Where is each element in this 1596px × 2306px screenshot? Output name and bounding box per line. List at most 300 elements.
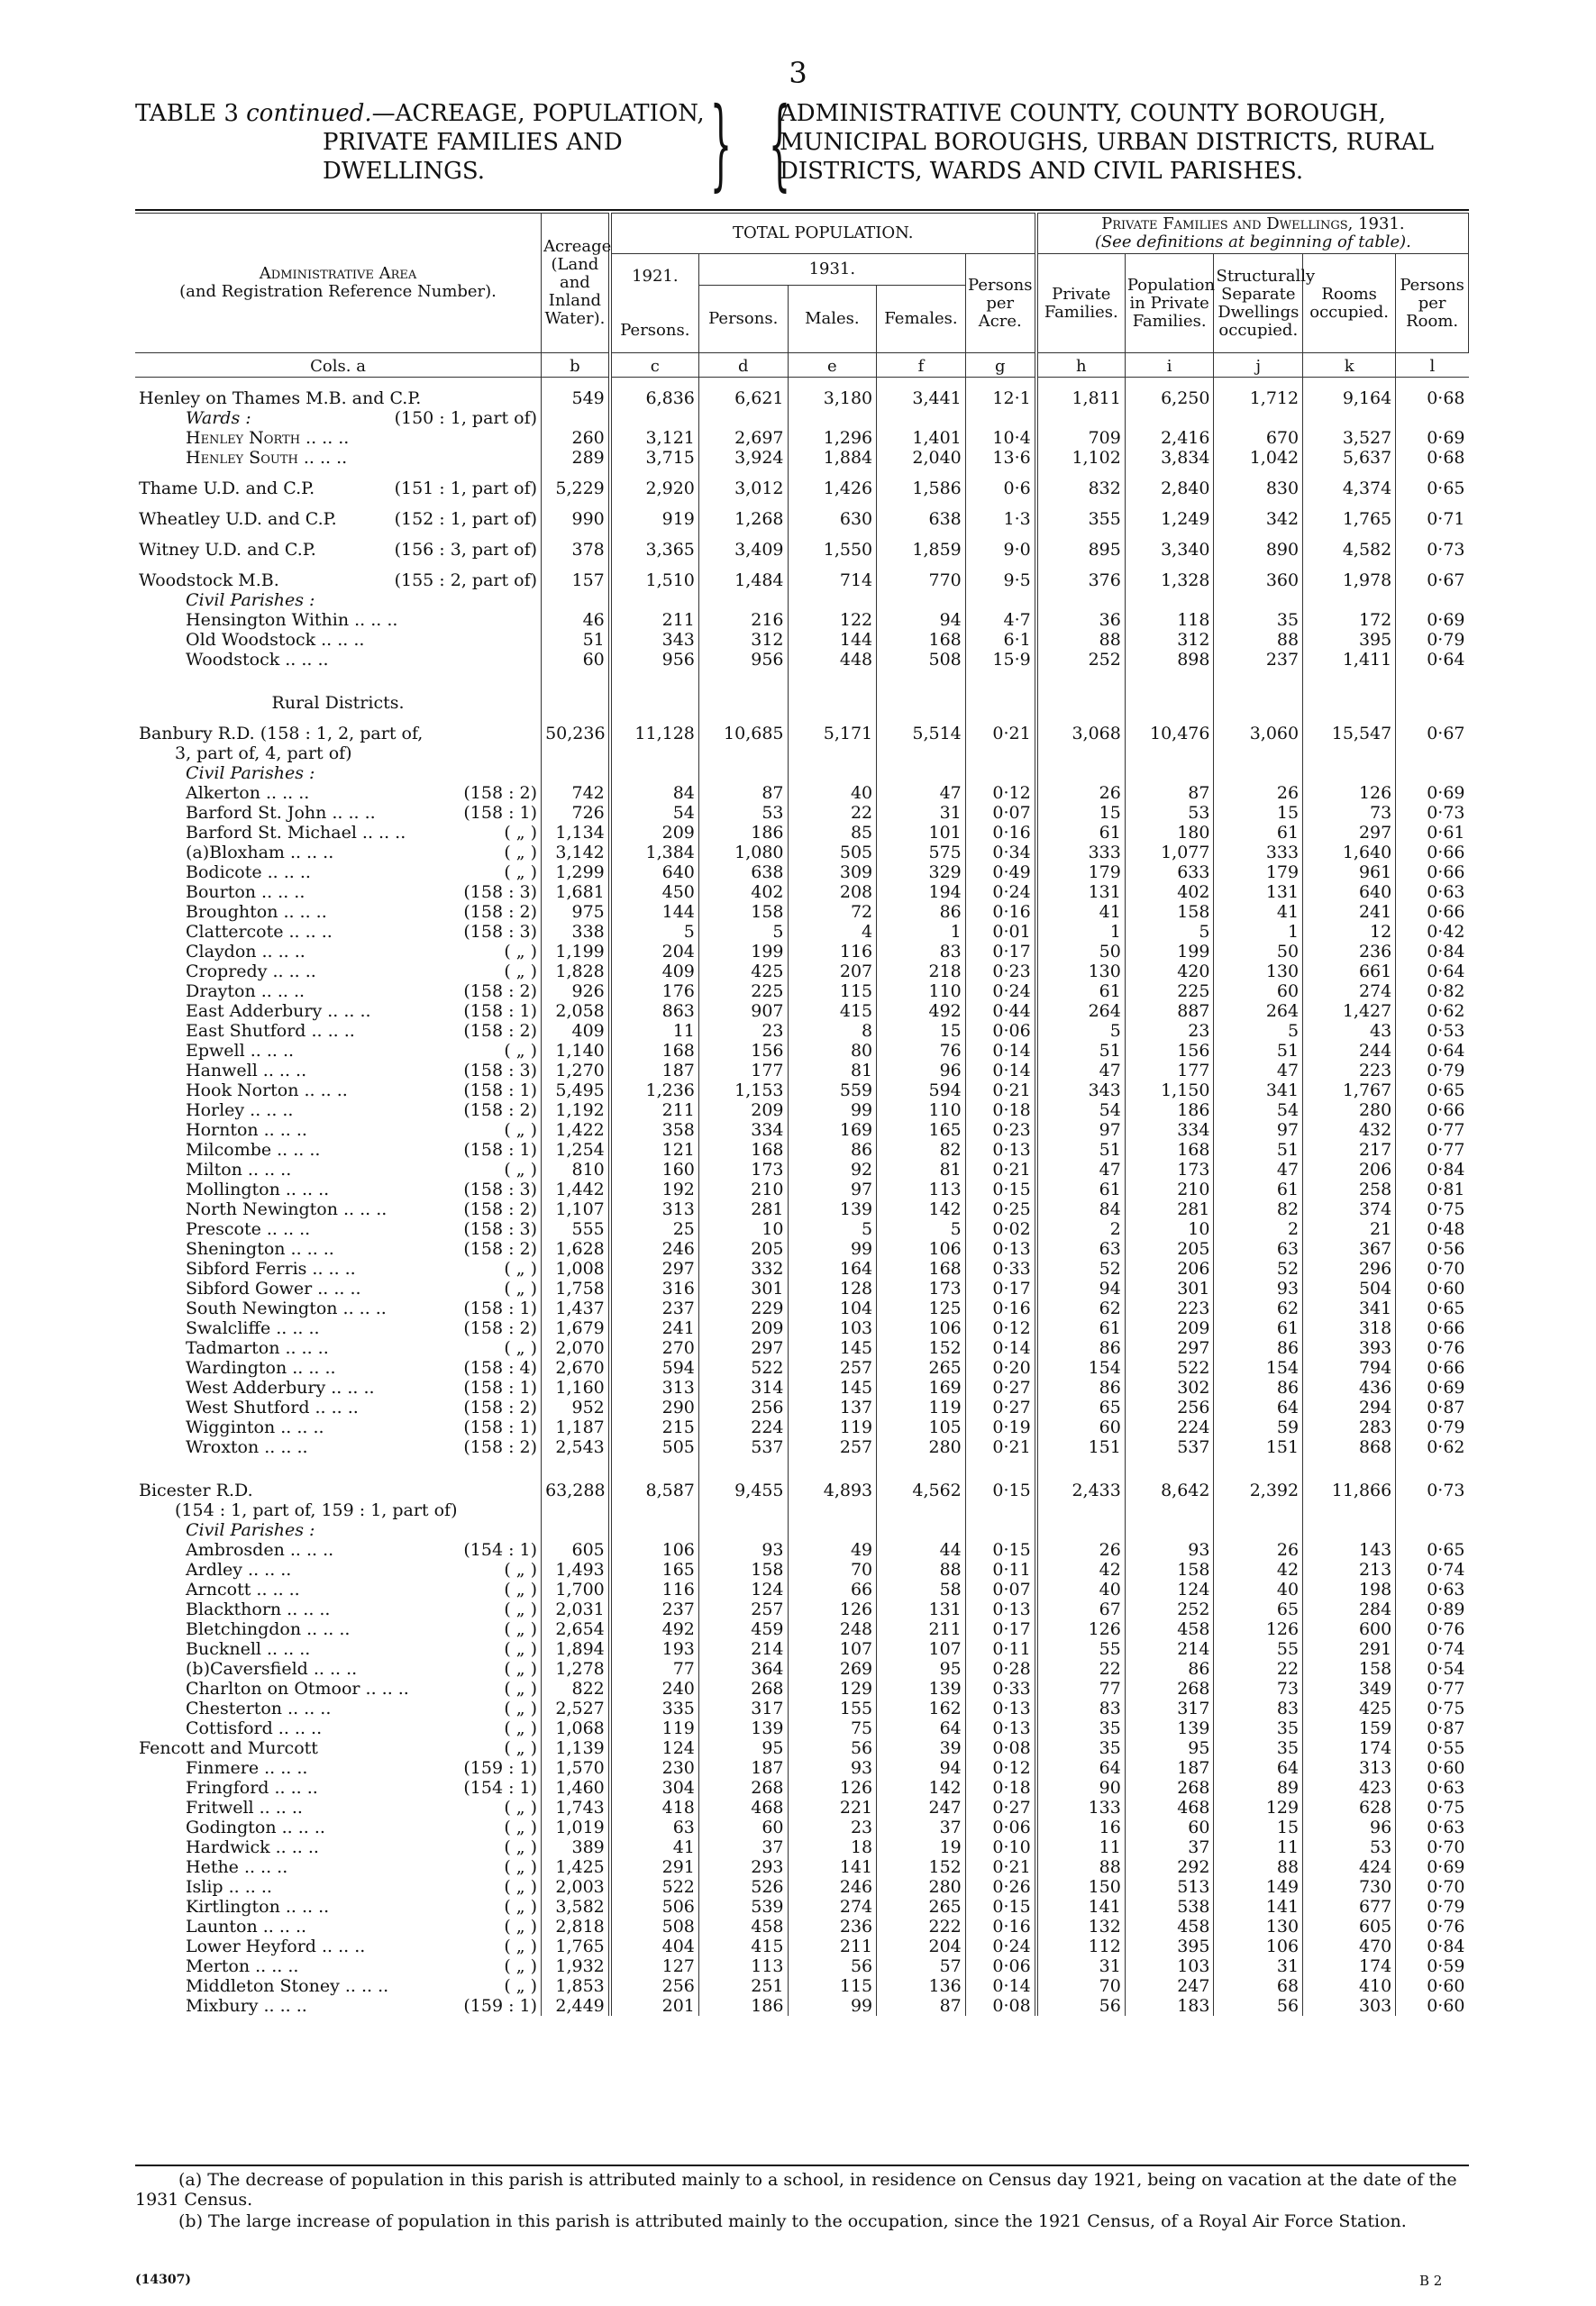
header-area-title: Administrative Area [259, 264, 417, 283]
leader-dots: .. .. .. [361, 823, 406, 843]
leader-dots: .. .. .. [262, 1917, 307, 1937]
value-cell: 126 [788, 1778, 877, 1798]
value-cell: 389 [542, 1837, 610, 1857]
leader-dots: .. .. .. [250, 1041, 295, 1061]
value-cell: 76 [877, 1041, 966, 1061]
area-cell [135, 1457, 542, 1470]
value-cell: 63 [610, 1818, 699, 1837]
value-cell: 169 [788, 1120, 877, 1140]
value-cell: 1,828 [542, 962, 610, 981]
area-name: Swalcliffe [186, 1318, 271, 1338]
value-cell: 0·08 [965, 1996, 1035, 2016]
table-row [135, 1457, 1469, 1470]
area-name: Old Woodstock [186, 630, 316, 650]
value-cell: 31 [1036, 1956, 1126, 1976]
area-cell [135, 783, 542, 803]
value-cell: 106 [877, 1318, 966, 1338]
value-cell: 313 [1303, 1758, 1396, 1778]
value-cell: 86 [1214, 1338, 1303, 1358]
value-cell: 86 [1036, 1338, 1126, 1358]
value-cell [1396, 743, 1469, 763]
value-cell [1036, 1520, 1126, 1540]
value-cell: 0·14 [965, 1338, 1035, 1358]
value-cell: 0·13 [965, 1140, 1035, 1160]
value-cell: 103 [1125, 1956, 1214, 1976]
value-cell: 10,685 [698, 713, 788, 743]
value-cell: 124 [610, 1738, 699, 1758]
value-cell: 1,422 [542, 1120, 610, 1140]
area-cell [135, 1318, 542, 1338]
value-cell: 177 [698, 1061, 788, 1080]
value-cell [698, 1500, 788, 1520]
reference-number: (151 : 1, part of) [394, 479, 538, 498]
value-cell: 3,834 [1125, 448, 1214, 468]
leader-dots: .. .. .. [281, 1818, 325, 1837]
value-cell [1036, 682, 1126, 713]
value-cell [965, 408, 1035, 428]
value-cell: 0·89 [1396, 1600, 1469, 1619]
area-name: Merton [186, 1956, 251, 1976]
value-cell: 40 [1036, 1580, 1126, 1600]
area-name: Wroxton [186, 1437, 260, 1457]
area-cell [135, 1199, 542, 1219]
footnote-a: (a) The decrease of population in this parish is attributed mainly to a school, in residence on Census day 1921, being on vacation at the date of the 1931 Census. [135, 2170, 1457, 2210]
leader-dots: .. .. .. [262, 1061, 307, 1080]
value-cell: 268 [698, 1778, 788, 1798]
area-name: East Adderbury [186, 1001, 323, 1021]
value-cell: 1,187 [542, 1417, 610, 1437]
value-cell: 88 [877, 1560, 966, 1580]
value-cell: 0·60 [1396, 1758, 1469, 1778]
area-name: Bourton [186, 882, 257, 902]
value-cell: 0·01 [965, 922, 1035, 942]
area-name: Rural Districts. [271, 693, 405, 713]
table-row [135, 1619, 1469, 1639]
value-cell [1303, 1520, 1396, 1540]
value-cell: 47 [1036, 1160, 1126, 1180]
value-cell: 0·48 [1396, 1219, 1469, 1239]
value-cell: 0·74 [1396, 1560, 1469, 1580]
value-cell [965, 670, 1035, 682]
value-cell: 0·69 [1396, 428, 1469, 448]
value-cell: 5 [698, 922, 788, 942]
area-cell [135, 1279, 542, 1299]
value-cell: 0·84 [1396, 1160, 1469, 1180]
value-cell: 92 [788, 1160, 877, 1180]
area-name: Sibford Ferris [186, 1259, 307, 1279]
value-cell: 3,340 [1125, 529, 1214, 560]
area-name: Finmere [186, 1758, 260, 1778]
area-name: Civil Parishes : [186, 1520, 315, 1540]
value-cell: 0·69 [1396, 783, 1469, 803]
value-cell: 47 [1214, 1160, 1303, 1180]
value-cell: 364 [698, 1659, 788, 1679]
value-cell [965, 743, 1035, 763]
value-cell: 213 [1303, 1560, 1396, 1580]
value-cell [698, 743, 788, 763]
value-cell: 297 [1303, 823, 1396, 843]
value-cell [698, 1520, 788, 1540]
right-brace-icon: } [709, 86, 733, 201]
value-cell: 1,679 [542, 1318, 610, 1338]
value-cell [610, 590, 699, 610]
value-cell: 341 [1303, 1299, 1396, 1318]
value-cell: 94 [877, 1758, 966, 1778]
value-cell: 15 [1036, 803, 1126, 823]
value-cell [610, 743, 699, 763]
area-name: Milcombe [186, 1140, 272, 1160]
value-cell: 207 [788, 962, 877, 981]
value-cell: 145 [788, 1338, 877, 1358]
value-cell: 2,840 [1125, 468, 1214, 498]
reference-number: (158 : 3) [463, 922, 538, 942]
area-cell [135, 1976, 542, 1996]
value-cell: 522 [698, 1358, 788, 1378]
value-cell: 956 [610, 650, 699, 670]
value-cell: 104 [788, 1299, 877, 1318]
value-cell [542, 1500, 610, 1520]
value-cell: 132 [1036, 1917, 1126, 1937]
table-row [135, 1180, 1469, 1199]
value-cell: 1,134 [542, 823, 610, 843]
value-cell: 0·16 [965, 823, 1035, 843]
area-cell [135, 922, 542, 942]
value-cell: 726 [542, 803, 610, 823]
value-cell: 5 [1036, 1021, 1126, 1041]
value-cell [1036, 743, 1126, 763]
value-cell [788, 1500, 877, 1520]
area-name: (a)Bloxham [186, 843, 285, 862]
value-cell: 0·14 [965, 1976, 1035, 1996]
value-cell: 209 [698, 1318, 788, 1338]
area-name: Ambrosden [186, 1540, 285, 1560]
leader-dots: .. .. .. [315, 1398, 359, 1417]
header-1921-year: 1921. [632, 266, 679, 286]
value-cell: 0·73 [1396, 529, 1469, 560]
table-row [135, 1358, 1469, 1378]
value-cell: 1,765 [542, 1937, 610, 1956]
value-cell: 87 [877, 1996, 966, 2016]
value-cell: 55 [1214, 1639, 1303, 1659]
value-cell [1303, 408, 1396, 428]
reference-number: (158 : 4) [463, 1358, 538, 1378]
value-cell: 84 [610, 783, 699, 803]
value-cell: 63,288 [542, 1470, 610, 1500]
area-name: Hanwell [186, 1061, 258, 1080]
value-cell: 145 [788, 1378, 877, 1398]
value-cell: 952 [542, 1398, 610, 1417]
table-row [135, 763, 1469, 783]
value-cell: 280 [877, 1877, 966, 1897]
value-cell [788, 1457, 877, 1470]
table-row [135, 1279, 1469, 1299]
value-cell: 2,003 [542, 1877, 610, 1897]
value-cell: 309 [788, 862, 877, 882]
area-cell [135, 1080, 542, 1100]
value-cell: 294 [1303, 1398, 1396, 1417]
value-cell: 9,164 [1303, 378, 1396, 409]
value-cell: 83 [877, 942, 966, 962]
value-cell [1214, 670, 1303, 682]
area-name: Hornton [186, 1120, 259, 1140]
leader-dots: .. .. .. [261, 942, 306, 962]
value-cell [1303, 1457, 1396, 1470]
value-cell: 0·73 [1396, 1470, 1469, 1500]
value-cell: 0·21 [965, 1160, 1035, 1180]
value-cell: 9·0 [965, 529, 1035, 560]
reference-number: ( „ ) [504, 1738, 538, 1758]
value-cell: 90 [1036, 1778, 1126, 1798]
signature-mark: B 2 [1419, 2273, 1443, 2289]
value-cell: 52 [1214, 1259, 1303, 1279]
value-cell [877, 408, 966, 428]
value-cell: 0·75 [1396, 1199, 1469, 1219]
area-cell [135, 498, 542, 529]
value-cell: 508 [877, 650, 966, 670]
leader-dots: .. .. .. [277, 1140, 321, 1160]
value-cell: 0·6 [965, 468, 1035, 498]
value-cell: 1 [1214, 922, 1303, 942]
leader-dots: .. .. .. [259, 1798, 303, 1818]
table-row [135, 448, 1469, 468]
value-cell: 149 [1214, 1877, 1303, 1897]
value-cell: 157 [542, 560, 610, 590]
reference-number: (158 : 1) [463, 1378, 538, 1398]
value-cell [1214, 408, 1303, 428]
value-cell: 0·66 [1396, 902, 1469, 922]
value-cell: 144 [788, 630, 877, 650]
table-row [135, 1580, 1469, 1600]
value-cell: 26 [1214, 1540, 1303, 1560]
value-cell: 115 [788, 1976, 877, 1996]
value-cell: 832 [1036, 468, 1126, 498]
area-cell [135, 1358, 542, 1378]
area-cell [135, 902, 542, 922]
area-name: West Shutford [186, 1398, 310, 1417]
value-cell: 1,743 [542, 1798, 610, 1818]
value-cell: 54 [1214, 1100, 1303, 1120]
value-cell: 448 [788, 650, 877, 670]
area-cell [135, 428, 542, 448]
value-cell: 0·24 [965, 981, 1035, 1001]
value-cell [542, 670, 610, 682]
header-1931-females: Females. [876, 286, 965, 352]
value-cell: 432 [1303, 1120, 1396, 1140]
value-cell: 13·6 [965, 448, 1035, 468]
table-row [135, 1061, 1469, 1080]
value-cell: 450 [610, 882, 699, 902]
value-cell: 5,229 [542, 468, 610, 498]
value-cell: 0·77 [1396, 1120, 1469, 1140]
area-name: Bicester R.D. [139, 1481, 253, 1500]
value-cell: 221 [788, 1798, 877, 1818]
value-cell: 35 [1214, 1718, 1303, 1738]
value-cell: 1,019 [542, 1818, 610, 1837]
reference-number: (158 : 3) [463, 1061, 538, 1080]
value-cell: 256 [1125, 1398, 1214, 1417]
value-cell: 2,416 [1125, 428, 1214, 448]
value-cell: 41 [1214, 902, 1303, 922]
value-cell: 9·5 [965, 560, 1035, 590]
value-cell: 0·53 [1396, 1021, 1469, 1041]
value-cell: 11 [610, 1021, 699, 1041]
value-cell: 151 [1036, 1437, 1126, 1457]
leader-dots: .. .. .. [288, 922, 333, 942]
column-letter: h [1036, 353, 1126, 378]
table-row [135, 1956, 1469, 1976]
value-cell: 160 [610, 1160, 699, 1180]
value-cell [542, 682, 610, 713]
value-cell: 96 [877, 1061, 966, 1080]
value-cell: 341 [1214, 1080, 1303, 1100]
value-cell [877, 682, 966, 713]
value-cell [542, 743, 610, 763]
value-cell: 0·19 [965, 1417, 1035, 1437]
footnote-b: (b) The large increase of population in this parish is attributed mainly to the occupation, since the 1921 Census, of a Royal Air Force Station. [178, 2211, 1407, 2231]
value-cell: 158 [1125, 1560, 1214, 1580]
table-row [135, 1080, 1469, 1100]
table-row [135, 1299, 1469, 1318]
area-cell [135, 650, 542, 670]
value-cell: 209 [1125, 1318, 1214, 1338]
value-cell: 88 [1214, 1857, 1303, 1877]
value-cell: 0·13 [965, 1239, 1035, 1259]
area-cell [135, 942, 542, 962]
value-cell: 8 [788, 1021, 877, 1041]
value-cell: 0·07 [965, 1580, 1035, 1600]
value-cell: 1,270 [542, 1061, 610, 1080]
table-row [135, 1976, 1469, 1996]
value-cell: 2,670 [542, 1358, 610, 1378]
value-cell: 22 [788, 803, 877, 823]
value-cell: 116 [788, 942, 877, 962]
value-cell: 211 [610, 1100, 699, 1120]
value-cell: 0·25 [965, 1199, 1035, 1219]
value-cell: 124 [698, 1580, 788, 1600]
area-name: North Newington [186, 1199, 338, 1219]
table-row [135, 1758, 1469, 1778]
value-cell: 402 [1125, 882, 1214, 902]
column-letter: e [788, 353, 877, 378]
value-cell: 5,171 [788, 713, 877, 743]
area-name: Wardington [186, 1358, 287, 1378]
value-cell: 65 [1214, 1600, 1303, 1619]
area-cell [135, 1001, 542, 1021]
value-cell: 505 [788, 843, 877, 862]
value-cell [1125, 1520, 1214, 1540]
reference-number: (159 : 1) [463, 1758, 538, 1778]
area-cell [135, 1778, 542, 1798]
value-cell [1214, 1457, 1303, 1470]
area-cell [135, 1560, 542, 1580]
area-name: Cottisford [186, 1718, 273, 1738]
value-cell: 268 [1125, 1679, 1214, 1699]
value-cell: 16 [1036, 1818, 1126, 1837]
value-cell: 374 [1303, 1199, 1396, 1219]
value-cell: 81 [877, 1160, 966, 1180]
header-total-population: TOTAL POPULATION. [610, 214, 1036, 254]
value-cell: 280 [877, 1437, 966, 1457]
value-cell: 264 [1036, 1001, 1126, 1021]
value-cell: 304 [610, 1778, 699, 1798]
value-cell: 3,365 [610, 529, 699, 560]
value-cell: 0·34 [965, 843, 1035, 862]
value-cell: 217 [1303, 1140, 1396, 1160]
value-cell: 154 [1214, 1358, 1303, 1378]
value-cell: 281 [698, 1199, 788, 1219]
value-cell: 173 [877, 1279, 966, 1299]
value-cell: 95 [698, 1738, 788, 1758]
value-cell: 183 [1125, 1996, 1214, 2016]
value-cell: 367 [1303, 1239, 1396, 1259]
value-cell: 0·55 [1396, 1738, 1469, 1758]
area-name: Mixbury [186, 1996, 259, 2016]
area-name: Lower Heyford [186, 1937, 316, 1956]
value-cell: 334 [698, 1120, 788, 1140]
value-cell: 0·62 [1396, 1001, 1469, 1021]
value-cell: 415 [698, 1937, 788, 1956]
value-cell: 0·68 [1396, 378, 1469, 409]
leader-dots: .. .. .. [228, 1877, 272, 1897]
value-cell: 112 [1036, 1937, 1126, 1956]
reference-number: ( „ ) [504, 942, 538, 962]
value-cell: 402 [698, 882, 788, 902]
value-cell [1125, 743, 1214, 763]
value-cell: 56 [1214, 1996, 1303, 2016]
value-cell: 40 [1214, 1580, 1303, 1600]
value-cell: 55 [1036, 1639, 1126, 1659]
leader-dots: .. .. .. [255, 1956, 299, 1976]
value-cell: 11,128 [610, 713, 699, 743]
reference-number: (158 : 2) [463, 1239, 538, 1259]
value-cell: 1,510 [610, 560, 699, 590]
value-cell: 1,425 [542, 1857, 610, 1877]
value-cell: 3,012 [698, 468, 788, 498]
leader-dots: .. .. .. [292, 1358, 336, 1378]
value-cell: 1,160 [542, 1378, 610, 1398]
value-cell: 0·13 [965, 1600, 1035, 1619]
value-cell [1214, 763, 1303, 783]
value-cell: 168 [877, 630, 966, 650]
value-cell: 63 [1036, 1239, 1126, 1259]
reference-number: ( „ ) [504, 862, 538, 882]
leader-dots: .. .. .. [304, 1080, 348, 1100]
area-cell [135, 1219, 542, 1239]
value-cell: 0·06 [965, 1956, 1035, 1976]
value-cell: 89 [1214, 1778, 1303, 1798]
leader-dots: .. .. .. [289, 843, 334, 862]
value-cell [698, 1457, 788, 1470]
value-cell: 152 [877, 1857, 966, 1877]
table-row [135, 981, 1469, 1001]
table-row [135, 1857, 1469, 1877]
reference-number: ( „ ) [504, 1279, 538, 1299]
value-cell: 504 [1303, 1279, 1396, 1299]
value-cell: 0·12 [965, 1318, 1035, 1338]
value-cell: 0·33 [965, 1259, 1035, 1279]
value-cell: 41 [610, 1837, 699, 1857]
value-cell: 51 [542, 630, 610, 650]
value-cell: 66 [788, 1580, 877, 1600]
area-name: Wigginton [186, 1417, 276, 1437]
table-row [135, 1100, 1469, 1120]
value-cell: 105 [877, 1417, 966, 1437]
value-cell: 47 [877, 783, 966, 803]
value-cell [877, 743, 966, 763]
value-cell: 257 [698, 1600, 788, 1619]
reference-number: (158 : 3) [463, 882, 538, 902]
value-cell: 575 [877, 843, 966, 862]
